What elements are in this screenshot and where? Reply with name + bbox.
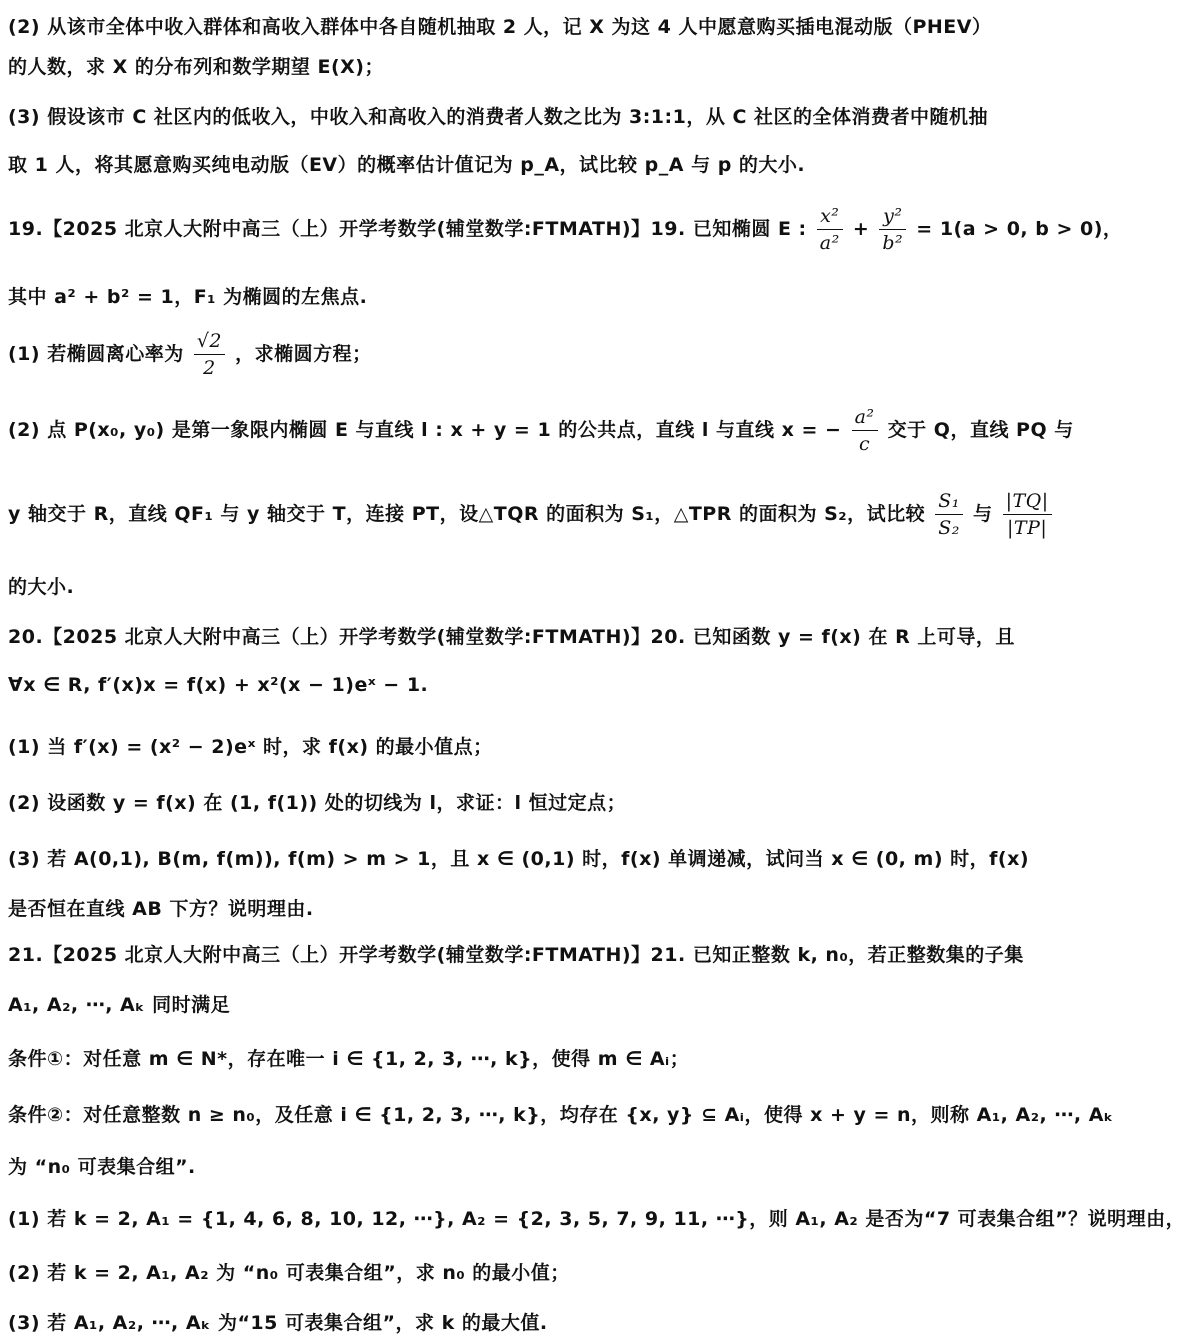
directrix-fraction: $\frac{\text{a²}}{c}$ xyxy=(852,406,878,455)
q21-part3: (3) 若 A₁, A₂, ⋯, Aₖ 为“15 可表集合组”，求 k 的最大值. xyxy=(8,1312,548,1334)
q21-part1: (1) 若 k = 2, A₁ = {1, 4, 6, 8, 10, 12, ⋯}, A₂ = {2, 3, 5, 7, 9, 11, ⋯}，则 A₁, A₂ 是否为“7 可表集合组”？说明理由， xyxy=(8,1208,1185,1230)
q21-stem-line1: 21.【2025 北京人大附中高三（上）开学考数学(辅堂数学:FTMATH)】21. 已知正整数 k, n₀，若正整数集的子集 xyxy=(8,944,1024,966)
q21-condition1: 条件①：对任意 m ∈ N*，存在唯一 i ∈ {1, 2, 3, ⋯, k}，使得 m ∈ Aᵢ； xyxy=(8,1048,690,1070)
q20-part2: (2) 设函数 y = f(x) 在 (1, f(1)) 处的切线为 l，求证：l 恒过定点； xyxy=(8,792,627,814)
q18-part2-line1: (2) 从该市全体中收入群体和高收入群体中各自随机抽取 2 人，记 X 为这 4 人中愿意购买插电混动版（PHEV） xyxy=(8,16,992,38)
q21-condition2: 条件②：对任意整数 n ≥ n₀，及任意 i ∈ {1, 2, 3, ⋯, k}，均存在 {x, y} ⊆ Aᵢ，使得 x + y = n，则称 A₁, A₂, ⋯, Aₖ xyxy=(8,1104,1114,1126)
q18-part3-line1: (3) 假设该市 C 社区内的低收入，中收入和高收入的消费者人数之比为 3:1:1，从 C 社区的全体消费者中随机抽 xyxy=(8,106,989,128)
q18-part3-line2: 取 1 人，将其愿意购买纯电动版（EV）的概率估计值记为 p_A，试比较 p_A 与 p 的大小. xyxy=(8,154,806,176)
q19-part2-line2: y 轴交于 R，直线 QF₁ 与 y 轴交于 T，连接 PT，设△TQR 的面积为 S₁，△TPR 的面积为 S₂，试比较 $\frac{\text{S₁}}{\text{S₂}}$ 与 $\frac{|TQ|}{|TP|}$ xyxy=(8,490,1072,539)
q20-stem-line2: ∀x ∈ R, f′(x)x = f(x) + x²(x − 1)eˣ − 1. xyxy=(8,674,429,696)
q20-part3-line2: 是否恒在直线 AB 下方？说明理由. xyxy=(8,898,314,920)
q20-part3-line1: (3) 若 A(0,1), B(m, f(m)), f(m) > m > 1，且 x ∈ (0,1) 时，f(x) 单调递减，试问当 x ∈ (0, m) 时，f(x) xyxy=(8,848,1030,870)
q19-part2-line3: 的大小. xyxy=(8,576,75,598)
ellipse-x-fraction: $\frac{\text{x²}}{\text{a²}}$ xyxy=(817,205,843,254)
length-ratio-fraction: $\frac{|TQ|}{|TP|}$ xyxy=(1003,490,1052,539)
q19-part1: (1) 若椭圆离心率为 $\frac{√2}{2}$ ，求椭圆方程； xyxy=(8,330,372,379)
q20-stem-line1: 20.【2025 北京人大附中高三（上）开学考数学(辅堂数学:FTMATH)】20. 已知函数 y = f(x) 在 R 上可导，且 xyxy=(8,626,1015,648)
q21-stem-line2: A₁, A₂, ⋯, Aₖ 同时满足 xyxy=(8,994,231,1016)
eccentricity-fraction: $\frac{√2}{2}$ xyxy=(194,330,225,379)
ellipse-y-fraction: $\frac{\text{y²}}{\text{b²}}$ xyxy=(879,205,906,254)
area-ratio-fraction: $\frac{\text{S₁}}{\text{S₂}}$ xyxy=(935,490,963,539)
q19-stem-line2: 其中 a² + b² = 1，F₁ 为椭圆的左焦点. xyxy=(8,286,368,308)
q20-part1: (1) 当 f′(x) = (x² − 2)eˣ 时，求 f(x) 的最小值点； xyxy=(8,736,493,758)
q19-stem-line1: 19.【2025 北京人大附中高三（上）开学考数学(辅堂数学:FTMATH)】19. 已知椭圆 E : $\frac{\text{x²}}{\text{a²}}$ + $\frac{\text{y²}}{\text{b²}}$ = 1(a > 0, b > 0)， xyxy=(8,205,1123,254)
q21-part2: (2) 若 k = 2, A₁, A₂ 为 “n₀ 可表集合组”，求 n₀ 的最小值； xyxy=(8,1262,570,1284)
q19-part2-line1: (2) 点 P(x₀, y₀) 是第一象限内椭圆 E 与直线 l : x + y = 1 的公共点，直线 l 与直线 x = − $\frac{\text{a²}}{c}$ 交于 Q，直线 PQ 与 xyxy=(8,406,1074,455)
q18-part2-line2: 的人数，求 X 的分布列和数学期望 E(X)； xyxy=(8,56,384,78)
q21-condition2-cont: 为 “n₀ 可表集合组”. xyxy=(8,1156,196,1178)
